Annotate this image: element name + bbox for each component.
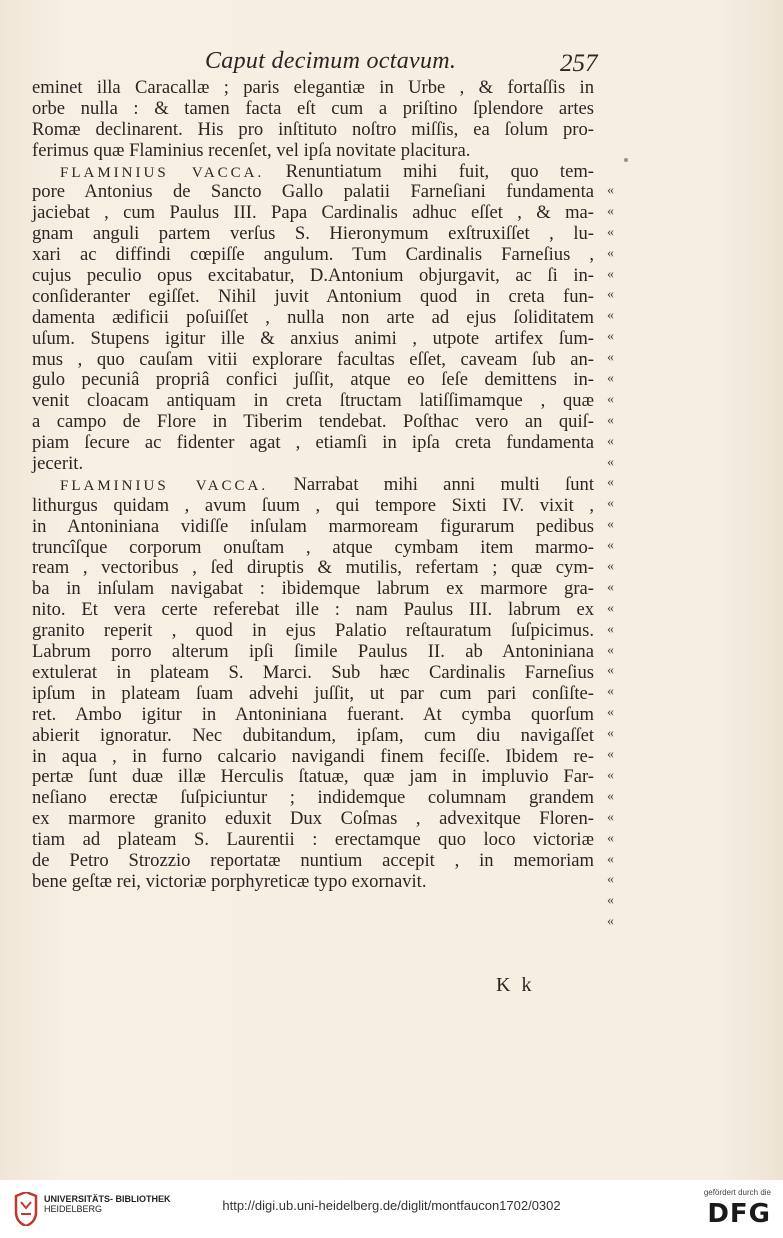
quote-mark: « [607, 726, 614, 742]
quote-mark: « [607, 830, 614, 846]
text-line: bene geſtæ rei, victoriæ porphyreticæ typo exornavit. [32, 870, 427, 892]
marginal-quote-marks [607, 181, 627, 933]
text-line: gulo pecuniâ propriâ confici juſſit, atque eo ſeſe demittens in- [32, 369, 594, 391]
text-line: a campo de Flore in Tiberim tendebat. Poſthac vero an quiſ- [32, 411, 594, 433]
quote-mark: « [607, 329, 614, 345]
page-number: 257 [560, 50, 598, 77]
text-line: neſiano erectæ ſuſpiciuntur ; indidemque columnam grandem [32, 787, 594, 809]
text-line: FLAMINIUS VACCA. Narrabat mihi anni multi ſunt [60, 473, 594, 495]
quote-mark: « [607, 767, 614, 783]
sponsor-note: gefördert durch die [703, 1188, 771, 1197]
quote-mark: « [607, 684, 614, 700]
text-line: jecerit. [32, 453, 84, 475]
text-line: FLAMINIUS VACCA. Renuntiatum mihi fuit, quo tem- [60, 160, 594, 182]
library-name: UNIVERSITÄTS- BIBLIOTHEK [44, 1194, 171, 1204]
permalink-url[interactable]: http://digi.ub.uni-heidelberg.de/diglit/montfaucon1702/0302 [222, 1198, 561, 1213]
quote-mark: « [607, 538, 614, 554]
text-line: nito. Et vera certe referebat ille : nam Paulus III. labrum ex [32, 599, 594, 621]
quote-mark: « [607, 872, 614, 888]
quote-mark: « [607, 287, 614, 303]
quote-mark: « [607, 433, 614, 449]
quote-mark: « [607, 851, 614, 867]
text-line: de Petro Strozzio reportatæ nuntium accepit , in memoriam [32, 849, 594, 871]
quote-mark: « [607, 893, 614, 909]
quote-mark: « [607, 454, 614, 470]
quote-mark: « [607, 203, 614, 219]
quote-mark: « [607, 308, 614, 324]
quote-mark: « [607, 663, 614, 679]
quote-mark: « [607, 224, 614, 240]
library-city: HEIDELBERG [44, 1204, 103, 1214]
text-line: abierit ignoratur. Nec dubitandum, ipſam, cum diu navigaſſet [32, 724, 594, 746]
text-line: eminet illa Caracallæ ; paris elegantiæ in Urbe , & fortaſſis in [32, 77, 594, 98]
quote-mark: « [607, 517, 614, 533]
text-line: uſum. Stupens igitur ille & anxius animi , utpote artifex ſum- [32, 327, 594, 349]
text-line: in aqua , in furno calcario navigandi finem feciſſe. Ibidem re- [32, 745, 594, 767]
quote-mark: « [607, 642, 614, 658]
dfg-logo-icon[interactable]: DFG [707, 1199, 771, 1229]
text-line: ferimus quæ Flaminius recenſet, vel ipſa novitate placitura. [32, 139, 471, 161]
speaker-name: FLAMINIUS VACCA. [60, 477, 269, 494]
text-line: ream , vectoribus , ſed diruptis & mutilis, refertam ; quæ cym- [32, 557, 594, 579]
text-line: ret. Ambo igitur in Antoniniana fuerant. At cymba quorſum [32, 703, 594, 725]
text-line: ba in inſulam navigabat : ibidemque labrum ex marmore gra- [32, 578, 594, 600]
quote-mark: « [607, 747, 614, 763]
text-line: conſideranter egiſſet. Nihil juvit Antonium quod in creta fun- [32, 285, 594, 307]
text-line: Labrum porro alterum ipſi ſimile Paulus II. ab Antoniniana [32, 641, 594, 663]
viewer-footer [0, 1180, 783, 1238]
quote-mark: « [607, 496, 614, 512]
quote-mark: « [607, 914, 614, 930]
ink-speck [624, 158, 628, 162]
quote-mark: « [607, 183, 614, 198]
quote-mark: « [607, 412, 614, 428]
text-line: granito reperit , quod in ejus Palatio reſtauratum ſuſpicimus. [32, 620, 594, 642]
text-line: jaciebat , cum Paulus III. Papa Cardinalis adhuc eſſet , & ma- [32, 202, 594, 224]
quote-mark: « [607, 621, 614, 637]
text-line: pertæ ſunt duæ illæ Herculis ſtatuæ, quæ jam in impluvio Far- [32, 766, 594, 788]
quote-mark: « [607, 809, 614, 825]
quote-mark: « [607, 579, 614, 595]
quote-mark: « [607, 788, 614, 804]
text-line: venit cloacam antiquam in creta ſtructam latiſſimamque , quæ [32, 390, 594, 412]
text-line: Romæ declinarent. His pro inſtituto noſtro miſſis, ea ſolum pro- [32, 118, 594, 140]
quote-mark: « [607, 371, 614, 387]
quote-mark: « [607, 475, 614, 491]
text-line: mus , quo cauſam vitii explorare facultas eſſet, caveam ſub an- [32, 348, 594, 370]
speaker-name: FLAMINIUS VACCA. [60, 164, 265, 181]
text-line: piam ſecure ac fidenter agat , etiamſi in ipſa creta fundamenta [32, 432, 594, 454]
text-line: pore Antonius de Sancto Gallo palatii Farneſiani fundamenta [32, 181, 594, 203]
sponsor-block [704, 1188, 771, 1227]
text-line: in Antoniniana vidiſſe inſulam marmoream figurarum pedibus [32, 515, 594, 537]
text-line: ex marmore granito eduxit Dux Coſmas , advexitque Floren- [32, 808, 594, 830]
text-line: tiam ad plateam S. Laurentii : erectamque quo loco victoriæ [32, 829, 594, 851]
quote-mark: « [607, 266, 614, 282]
quote-mark: « [607, 600, 614, 616]
text-line: damenta ædificii poſuiſſet , nulla non arte ad ejus ſoliditatem [32, 306, 594, 328]
catchword: K k [496, 974, 535, 996]
text-line: xari ac diffindi cœpiſſe angulum. Tum Cardinalis Farneſius , [32, 244, 594, 266]
text-line: extulerat in plateam S. Marci. Sub hæc Cardinalis Farneſius [32, 661, 594, 683]
body-text [32, 78, 594, 893]
text-line: ipſum in plateam ſuam advehi juſſit, ut par cum pari conſiſte- [32, 682, 594, 704]
quote-mark: « [607, 705, 614, 721]
quote-mark: « [607, 245, 614, 261]
quote-mark: « [607, 391, 614, 407]
text-line: orbe nulla : & tamen facta eſt cum a priſtino ſplendore artes [32, 97, 594, 119]
text-line: truncîſque corporum onuſtam , atque cymbam item marmo- [32, 536, 594, 558]
quote-mark: « [607, 350, 614, 366]
text-line: cujus peculio opus excitabatur, D.Antonium objurgavit, ac ſi in- [32, 265, 594, 287]
text-line: lithurgus quidam , avum ſuum , qui tempore Sixti IV. vixit , [32, 494, 594, 516]
running-title: Caput decimum octavum. [205, 48, 457, 74]
quote-mark: « [607, 559, 614, 575]
text-line: gnam anguli partem verſus S. Hieronymum exſtruxiſſet , lu- [32, 223, 594, 245]
